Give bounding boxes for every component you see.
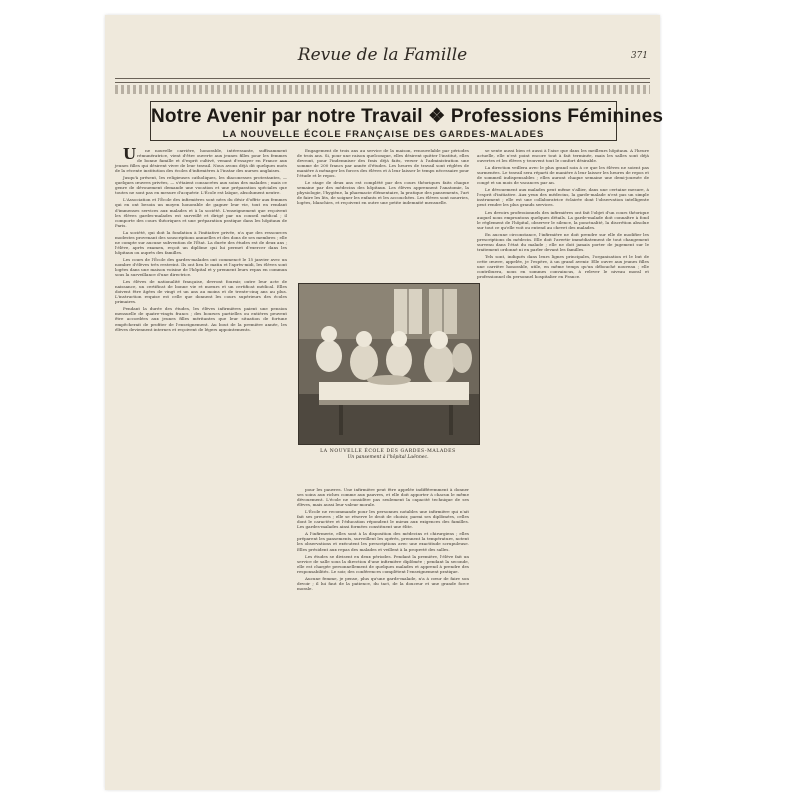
figure-caption-title: LA NOUVELLE ÉCOLE DES GARDES-MALADES bbox=[320, 449, 456, 454]
magazine-page bbox=[105, 15, 664, 790]
paragraph: Les devoirs professionnels des infirmières ont fait l'objet d'un cours théorique auquel nous empruntons quelques détails. La garde-malade doit connaître à fond le règlement de l'hôpital, observer le silence, la ponctualité, la discrétion absolue sur tout ce qu'elle voit ou entend au chevet des malades. bbox=[477, 209, 649, 230]
article-title-box bbox=[150, 101, 664, 141]
page-number: 371 bbox=[630, 51, 648, 61]
paragraph: Pendant la durée des études, les élèves infirmières paient une pension mensuelle de quatre-vingts francs ; des bourses partielles ou entières peuvent être accordées aux jeunes filles méritantes que leur situation de fortune empêcherait de profiter de l'enseignement. Au bout de la première année, les élèves deviennent internes et reçoivent de légers appointements. bbox=[115, 306, 287, 332]
header-rule bbox=[115, 78, 650, 83]
photograph-nurses-ward bbox=[298, 283, 480, 445]
article-figure bbox=[298, 283, 478, 473]
paragraph: Les élèves de nationalité française, devront fournir, outre leur acte de naissance, un certificat de bonne vie et mœurs et un certificat médical. Elles doivent être âgées de vingt et un ans au moins et de trente-cinq ans au plus. L'instruction requise est celle que donnent les cours supérieurs des écoles primaires. bbox=[115, 279, 287, 305]
paragraph: La direction veillera avec le plus grand soin à ce que les élèves ne soient pas surmenées. Le travail sera réparti de manière à leur laisser les heures de repos et de sommeil indispensables ; elles auront chaque semaine une demi-journée de congé et un mois de vacances par an. bbox=[477, 165, 649, 186]
paragraph: La société, qui doit la fondation à l'initiative privée, n'a que des ressources modestes provenant des souscriptions annuelles et des dons de ses membres ; elle ne compte sur aucune subvention de l'État. La durée des études est de deux ans ; l'élève, après examen, reçoit un diplôme qui lui permet d'exercer dans les hôpitaux ou auprès des familles. bbox=[115, 229, 287, 255]
paragraph: se sente aussi bien et aussi à l'aise que dans les meilleurs hôpitaux. A l'heure actuelle, elle n'est point encore tout à fait terminée, mais les salles sont déjà ouvertes et les élèves y trouvent tout le confort désirable. bbox=[477, 148, 649, 164]
column-left bbox=[115, 145, 287, 334]
paragraph: En aucune circonstance, l'infirmière ne doit prendre sur elle de modifier les prescriptions du médecin. Elle doit l'avertir immédiatement de tout changement survenu dans l'état du malade ; elle ne doit jamais porter de jugement sur le traitement ordonné ni en parler devant les familles. bbox=[477, 231, 649, 252]
paragraph: Engagement de trois ans au service de la maison, renouvelable par périodes de trois ans. Si, pour une raison quelconque, elles désirent quitter l'institut, elles devront, pour l'indemniser des frais déjà faits, verser à l'administration une somme de 200 francs par année d'études. Les heures de travail sont réglées de manière à ménager les forces des élèves et à leur laisser le temps nécessaire pour l'étude et le repos. bbox=[297, 148, 469, 179]
paragraph: L'Association et l'École des infirmières sont nées du désir d'offrir aux femmes qui en ont besoin un moyen honorable de gagner leur vie, tout en rendant d'immenses services aux malades et à la société. L'enseignement que reçoivent les élèves gardes-malades est surveillé et dirigé par un conseil médical ; il comporte des cours théoriques et une préparation pratique dans les hôpitaux de Paris. bbox=[115, 197, 287, 228]
running-title: Revue de la Famille bbox=[297, 45, 468, 65]
column-right bbox=[477, 148, 649, 281]
paragraph: Une nouvelle carrière, honorable, intéressante, suffisamment rémunératrice, vient d'être ouverte aux jeunes filles pour les femmes de bonne famille et d'esprit cultivé, venant d'essayer en France aux jeunes filles qui désirent vivre de leur travail. Nous avons déjà dit quelques mots de la récente institution des écoles d'infirmières à l'instar des nurses anglaises. bbox=[115, 145, 287, 174]
paragraph: Le dévouement aux malades peut même s'allier, dans une certaine mesure, à l'esprit d'initiative. Aux yeux des médecins, la garde-malade n'est pas un simple instrument ; elle est une collaboratrice éclairée dont l'observation intelligente peut rendre les plus grands services. bbox=[477, 187, 649, 208]
article-title: Notre Avenir par notre Travail ❖ Professions Féminines bbox=[151, 106, 664, 127]
paragraph: pour les pauvres. Une infirmière peut être appelée indifféremment à donner ses soins aux riches comme aux pauvres, et elle doit apporter à chacun le même dévouement. L'école ne considère pas seulement la capacité technique de ses élèves, mais aussi leur valeur morale. bbox=[297, 487, 469, 508]
ornamental-border bbox=[115, 85, 650, 94]
paragraph: Le stage de deux ans est complété par des cours théoriques faits chaque semaine par des médecins des hôpitaux. Les élèves apprennent l'anatomie, la physiologie, l'hygiène, la pharmacie élémentaire, la pratique des pansements, l'art de faire les lits, de soigner les enfants et les accouchées. Les élèves sont nourries, logées, blanchies, et reçoivent en outre une petite indemnité mensuelle. bbox=[297, 180, 469, 206]
paragraph: Tels sont, indiqués dans leurs lignes principales, l'organisation et le but de cette œuvre, appelée, je l'espère, à un grand avenir. Elle ouvre aux jeunes filles une carrière honorable, utile, en même temps qu'un débouché nouveau ; elle contribuera, nous en sommes convaincus, à relever le niveau moral et professionnel du personnel hospitalier en France. bbox=[477, 253, 649, 280]
figure-caption-subtitle: Un pansement à l'hôpital Laënnec. bbox=[347, 455, 429, 460]
paragraph: Jusqu'à présent, les religieuses catholiques, les diaconesses protestantes, — quelques œuvres privées, — s'étaient consacrées aux soins des malades ; mais ce genre de dévouement demande une vocation et une préparation spéciales que toutes ne sont pas en mesure d'acquérir. L'École est laïque, absolument neutre. bbox=[115, 175, 287, 196]
paragraph: A l'infirmerie, elles sont à la disposition des médecins et chirurgiens ; elles préparent les pansements, surveillent les opérés, prennent la température, notent les observations et exécutent les prescriptions avec une exactitude scrupuleuse. Elles président aux repas des malades et veillent à la propreté des salles. bbox=[297, 531, 469, 552]
paragraph: Aucune femme, je pense, plus qu'une garde-malade, n'a à cœur de faire son devoir ; il lui faut de la patience, du tact, de la douceur et une grande force morale. bbox=[297, 575, 469, 591]
article-subtitle: LA NOUVELLE ÉCOLE FRANÇAISE DES GARDES-MALADES bbox=[222, 129, 545, 140]
paragraph: L'École ne recommande pour les personnes notables une infirmière qui n'ait fait ses preuves ; elle se réserve le droit de choisir, parmi ses diplômées, celles dont le caractère et l'éducation répondent le mieux aux exigences des familles. Les gardes-malades ainsi formées constituent une élite. bbox=[297, 509, 469, 530]
paragraph: Les études se divisent en deux périodes. Pendant la première, l'élève fait un service de salle sous la direction d'une infirmière diplômée ; pendant la seconde, elle est chargée personnellement de quelques malades et apprend à prendre des responsabilités. Le soir, des conférences complètent l'enseignement pratique. bbox=[297, 553, 469, 574]
column-middle-top bbox=[297, 148, 469, 208]
column-middle-bottom bbox=[297, 487, 469, 593]
paragraph: Les cours de l'École des gardes-malades ont commencé le 15 janvier avec un nombre d'élèves très restreint. Ils ont lieu le matin et l'après-midi, les élèves sont logées dans une maison voisine de l'hôpital et y prennent leurs repas en commun sous la surveillance d'une directrice. bbox=[115, 256, 287, 278]
